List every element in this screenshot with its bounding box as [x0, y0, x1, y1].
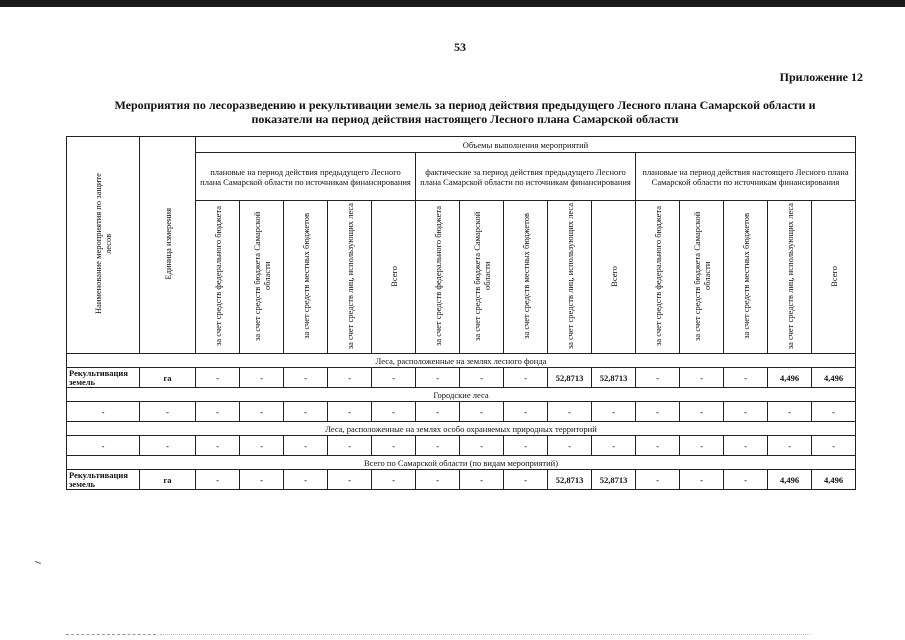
- section-row: [67, 456, 856, 470]
- value-cell: -: [416, 368, 460, 388]
- value-cell: -: [328, 470, 372, 490]
- subheader-regional: за счет средств бюджета Самарской области: [460, 201, 504, 354]
- value-cell: -: [284, 368, 328, 388]
- value-cell: -: [636, 402, 680, 422]
- value-cell: 4,496: [812, 368, 856, 388]
- value-cell: -: [504, 436, 548, 456]
- value-cell: -: [768, 436, 812, 456]
- value-cell: 4,496: [812, 470, 856, 490]
- section-row: [67, 388, 856, 402]
- value-cell: -: [372, 368, 416, 388]
- value-cell: -: [196, 402, 240, 422]
- value-cell: -: [768, 402, 812, 422]
- subheader-local: за счет средств местных бюджетов: [284, 201, 328, 354]
- section-title: Всего по Самарской области (по видам мероприятий): [67, 456, 856, 470]
- measure-name-cell: -: [67, 436, 140, 456]
- value-cell: -: [460, 402, 504, 422]
- subheader-total: Всего: [592, 201, 636, 354]
- table-row: [67, 470, 856, 490]
- value-cell: 52,8713: [592, 470, 636, 490]
- subheader-total: Всего: [372, 201, 416, 354]
- value-cell: -: [372, 470, 416, 490]
- page-number: 53: [454, 40, 466, 54]
- value-cell: -: [548, 436, 592, 456]
- header-unit-cell: [140, 137, 196, 354]
- value-cell: -: [724, 470, 768, 490]
- section-row: [67, 422, 856, 436]
- subheader-federal: за счет средств федерального бюджета: [636, 201, 680, 354]
- page-top-border: [0, 0, 905, 7]
- footer-line: [66, 634, 156, 636]
- title-line-1: Мероприятия по лесоразведению и рекультивации земель за период действия предыдущего Лесного плана Самарской области и: [114, 98, 816, 112]
- subheader-users: за счет средств лиц, использующих леса: [548, 201, 592, 354]
- value-cell: -: [636, 470, 680, 490]
- value-cell: -: [812, 402, 856, 422]
- value-cell: 4,496: [768, 470, 812, 490]
- subheader-federal: за счет средств федерального бюджета: [196, 201, 240, 354]
- subheader-local: за счет средств местных бюджетов: [504, 201, 548, 354]
- value-cell: -: [680, 368, 724, 388]
- subheader-users: за счет средств лиц, использующих леса: [768, 201, 812, 354]
- header-group-planned-prev: плановые на период действия предыдущего Лесного плана Самарской области по источникам финансирования: [196, 153, 416, 201]
- header-name-cell: [67, 137, 140, 354]
- header-volumes: Объемы выполнения мероприятий: [196, 137, 856, 153]
- header-group-actual-prev: фактические за период действия предыдущего Лесного плана Самарской области по источникам финансирования: [416, 153, 636, 201]
- subheader-local: за счет средств местных бюджетов: [724, 201, 768, 354]
- unit-cell: га: [140, 470, 196, 490]
- section-title: Городские леса: [67, 388, 856, 402]
- stray-mark: [35, 561, 41, 564]
- value-cell: -: [196, 368, 240, 388]
- measure-name-cell: Рекультивация земель: [67, 368, 140, 388]
- value-cell: -: [416, 436, 460, 456]
- value-cell: -: [328, 436, 372, 456]
- measures-table: [66, 136, 856, 490]
- value-cell: -: [240, 368, 284, 388]
- subheader-regional: за счет средств бюджета Самарской области: [240, 201, 284, 354]
- value-cell: -: [504, 402, 548, 422]
- unit-cell: -: [140, 402, 196, 422]
- value-cell: -: [680, 402, 724, 422]
- value-cell: -: [240, 436, 284, 456]
- subheader-federal: за счет средств федерального бюджета: [416, 201, 460, 354]
- value-cell: -: [636, 368, 680, 388]
- value-cell: -: [636, 436, 680, 456]
- value-cell: -: [724, 436, 768, 456]
- unit-cell: -: [140, 436, 196, 456]
- value-cell: -: [460, 368, 504, 388]
- unit-cell: га: [140, 368, 196, 388]
- value-cell: -: [504, 470, 548, 490]
- section-row: [67, 354, 856, 368]
- value-cell: -: [504, 368, 548, 388]
- value-cell: -: [240, 470, 284, 490]
- value-cell: -: [196, 470, 240, 490]
- value-cell: -: [416, 402, 460, 422]
- title-line-2: показатели на период действия настоящего Лесного плана Самарской области: [251, 112, 679, 126]
- value-cell: -: [328, 368, 372, 388]
- subheader-users: за счет средств лиц, использующих леса: [328, 201, 372, 354]
- value-cell: -: [460, 470, 504, 490]
- value-cell: -: [416, 470, 460, 490]
- value-cell: -: [680, 470, 724, 490]
- table-body: [67, 354, 856, 490]
- value-cell: -: [460, 436, 504, 456]
- document-title: [70, 98, 860, 126]
- value-cell: -: [680, 436, 724, 456]
- subheader-regional: за счет средств бюджета Самарской области: [680, 201, 724, 354]
- table-row: [67, 402, 856, 422]
- appendix-label: Приложение 12: [779, 70, 863, 84]
- measure-name-cell: Рекультивация земель: [67, 470, 140, 490]
- footer-dotted-line: [160, 634, 810, 636]
- section-title: Леса, расположенные на землях лесного фонда: [67, 354, 856, 368]
- value-cell: -: [372, 436, 416, 456]
- value-cell: 52,8713: [592, 368, 636, 388]
- header-name-label: Наименование мероприятия по защите лесов: [93, 173, 113, 315]
- value-cell: -: [812, 436, 856, 456]
- value-cell: 52,8713: [548, 470, 592, 490]
- value-cell: -: [196, 436, 240, 456]
- value-cell: -: [284, 436, 328, 456]
- value-cell: 52,8713: [548, 368, 592, 388]
- header-group-planned-current: плановые на период действия настоящего Лесного плана Самарской области по источникам финансирования: [636, 153, 856, 201]
- value-cell: -: [372, 402, 416, 422]
- header-unit-label: Единица измерения: [162, 208, 173, 280]
- value-cell: -: [328, 402, 372, 422]
- value-cell: -: [592, 402, 636, 422]
- table-row: [67, 436, 856, 456]
- value-cell: 4,496: [768, 368, 812, 388]
- subheader-total: Всего: [812, 201, 856, 354]
- value-cell: -: [240, 402, 284, 422]
- section-title: Леса, расположенные на землях особо охраняемых природных территорий: [67, 422, 856, 436]
- value-cell: -: [284, 470, 328, 490]
- value-cell: -: [724, 402, 768, 422]
- value-cell: -: [284, 402, 328, 422]
- measure-name-cell: -: [67, 402, 140, 422]
- value-cell: -: [592, 436, 636, 456]
- value-cell: -: [724, 368, 768, 388]
- table-row: [67, 368, 856, 388]
- value-cell: -: [548, 402, 592, 422]
